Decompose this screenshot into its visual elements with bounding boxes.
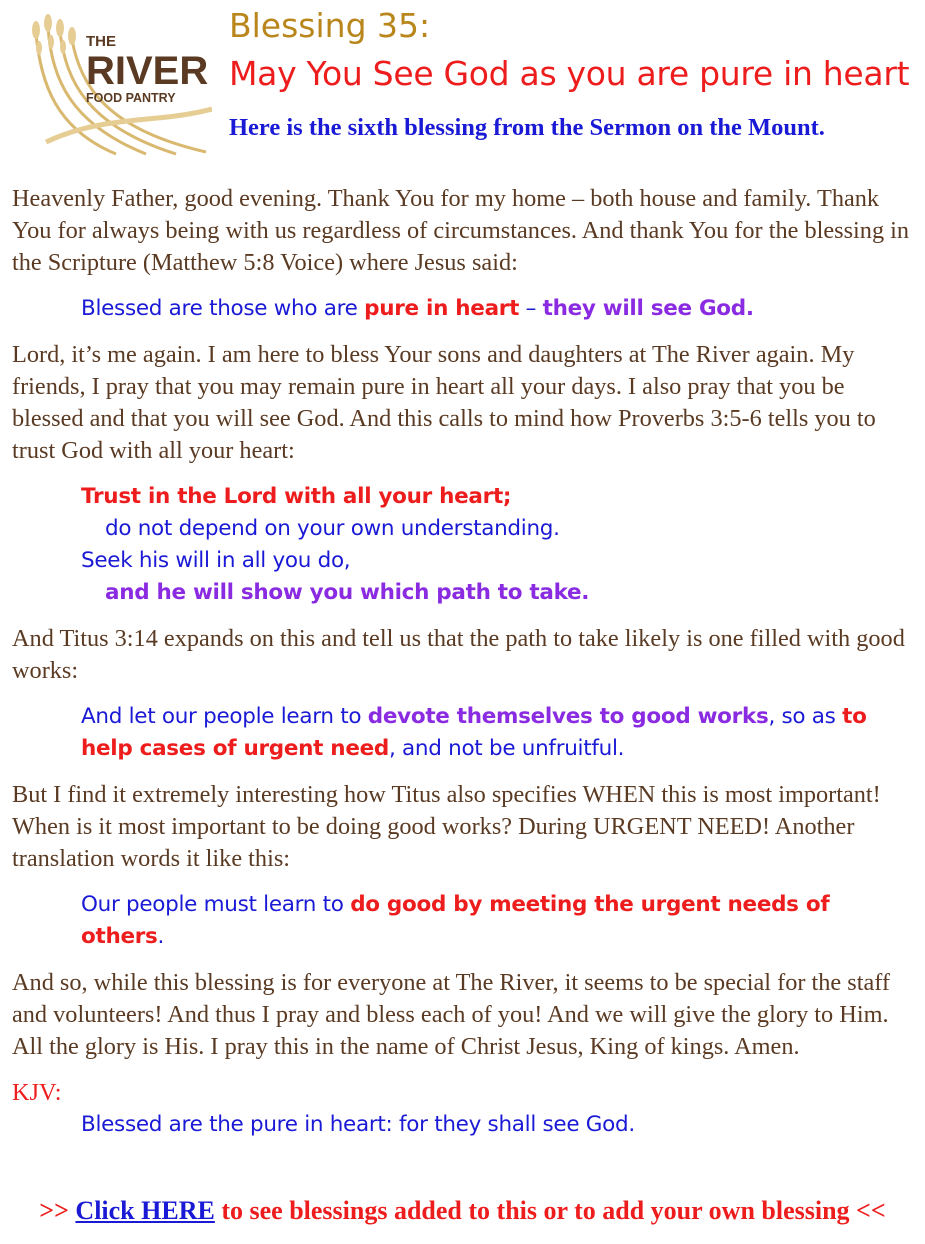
- blessing-content: [12, 183, 915, 1155]
- quote-text: And let our people learn to: [81, 704, 368, 729]
- blessing-title: May You See God as you are pure in heart: [229, 54, 910, 93]
- footer-prefix: >>: [39, 1196, 76, 1225]
- click-here-link[interactable]: Click HERE: [75, 1196, 215, 1225]
- quote-text: Blessed are those who are: [81, 296, 365, 321]
- paragraph-closing: And so, while this blessing is for everyone at The River, it seems to be special for the staff and volunteers! And thus I pray and bless each of you! And we will give the glory to Him. All the glory is His. I pray this in the name of Christ Jesus, King of kings. Amen.: [12, 969, 891, 1060]
- subtitle: Here is the sixth blessing from the Sermon on the Mount.: [229, 114, 825, 141]
- paragraph-titus-when: But I find it extremely interesting how Titus also specifies WHEN this is most important! When is it most important to be doing good works? During URGENT NEED! Another translation words it like this:: [12, 781, 881, 872]
- quote-highlight: they will see God.: [542, 296, 754, 321]
- river-food-pantry-logo: [26, 14, 212, 158]
- quote-kjv: Blessed are the pure in heart: for they shall see God.: [81, 1112, 635, 1137]
- quote-text: , and not be unfruitful.: [388, 736, 625, 761]
- quote-highlight: to help cases of urgent need: [81, 704, 867, 761]
- wheat-logo-graphic: [26, 14, 212, 158]
- quote-titus: [81, 701, 915, 765]
- quote-highlight: pure in heart: [364, 296, 520, 321]
- quote-text: , so as: [768, 704, 843, 729]
- header: [229, 4, 919, 142]
- quote-proverbs: [81, 481, 915, 609]
- footer-call-to-action: [0, 1196, 925, 1226]
- quote-line: and he will show you which path to take.: [105, 580, 590, 605]
- kjv-label: KJV:: [12, 1079, 62, 1106]
- quote-line: Seek his will in all you do,: [81, 548, 351, 573]
- quote-line: do not depend on your own understanding.: [105, 516, 560, 541]
- quote-matthew: [81, 293, 915, 325]
- paragraph-proverbs-intro: Lord, it’s me again. I am here to bless Your sons and daughters at The River again. My friends, I pray that you may remain pure in heart all your days. I also pray that you be blessed and that you will see God. And this calls to mind how Proverbs 3:5-6 tells you to trust God with all your heart:: [12, 341, 876, 464]
- quote-text: –: [519, 296, 543, 321]
- paragraph-intro: Heavenly Father, good evening. Thank You for my home – both house and family. Thank You for always being with us regardless of circumstances. And thank You for the blessing in the Scripture (Matthew 5:8 Voice) where Jesus said:: [12, 185, 910, 276]
- logo-food-pantry: FOOD PANTRY: [86, 91, 176, 105]
- footer-suffix: to see blessings added to this or to add your own blessing <<: [214, 1196, 886, 1225]
- quote-highlight: do good by meeting the urgent needs of others: [81, 892, 830, 949]
- quote-text: Our people must learn to: [81, 892, 351, 917]
- quote-text: .: [157, 924, 165, 949]
- logo-the: THE: [86, 33, 116, 50]
- paragraph-titus-intro: And Titus 3:14 expands on this and tell us that the path to take likely is one filled with good works:: [12, 625, 905, 684]
- quote-highlight: devote themselves to good works: [367, 704, 769, 729]
- logo-river: RIVER: [86, 49, 209, 93]
- quote-line: Trust in the Lord with all your heart;: [81, 484, 512, 509]
- blessing-number-title: Blessing 35:: [229, 6, 431, 45]
- quote-translation: [81, 889, 915, 953]
